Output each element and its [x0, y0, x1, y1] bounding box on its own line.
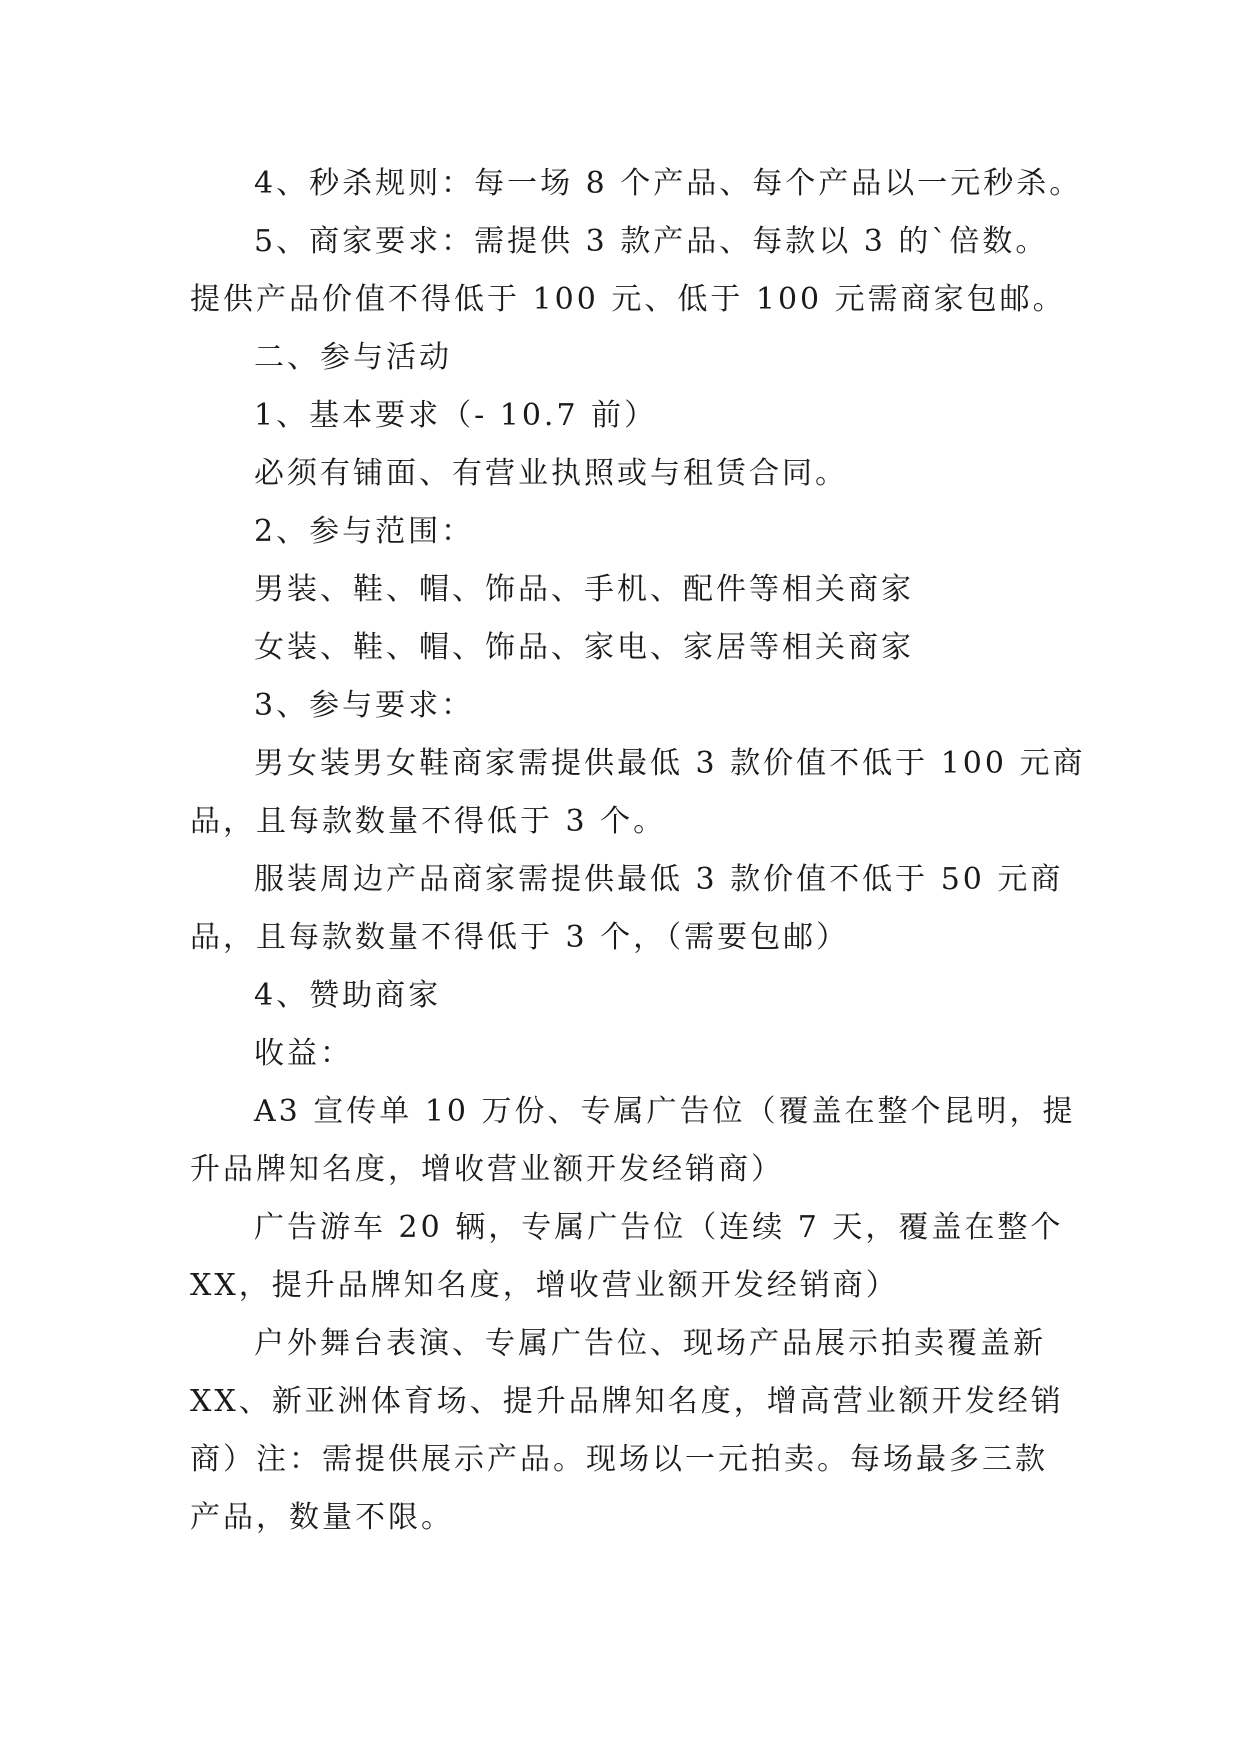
text-line: 二、参与活动 — [254, 340, 452, 375]
text-line: 升品牌知名度，增收营业额开发经销商） — [190, 1152, 784, 1187]
text-line: 3、参与要求： — [254, 688, 475, 723]
text-line: 商）注：需提供展示产品。现场以一元拍卖。每场最多三款 — [190, 1442, 1048, 1477]
text-line: 女装、鞋、帽、饰品、家电、家居等相关商家 — [254, 630, 914, 665]
text-line: 产品，数量不限。 — [190, 1500, 454, 1535]
text-line: XX，提升品牌知名度，增收营业额开发经销商） — [190, 1268, 899, 1303]
text-line: 收益： — [254, 1036, 353, 1071]
text-line: 男装、鞋、帽、饰品、手机、配件等相关商家 — [254, 572, 914, 607]
text-line: 服装周边产品商家需提供最低 3 款价值不低于 50 元商 — [254, 862, 1064, 897]
text-line: 品，且每款数量不得低于 3 个，（需要包邮） — [190, 920, 850, 955]
text-line: 4、秒杀规则：每一场 8 个产品、每个产品以一元秒杀。 — [254, 166, 1083, 201]
text-line: 广告游车 20 辆，专属广告位（连续 7 天，覆盖在整个 — [254, 1210, 1064, 1245]
text-line: 4、赞助商家 — [254, 978, 442, 1013]
text-line: 户外舞台表演、专属广告位、现场产品展示拍卖覆盖新 — [254, 1326, 1046, 1361]
text-line: 提供产品价值不得低于 100 元、低于 100 元需商家包邮。 — [190, 282, 1066, 317]
text-line: XX、新亚洲体育场、提升品牌知名度，增高营业额开发经销 — [190, 1384, 1064, 1419]
document-body — [190, 155, 1086, 1547]
text-line: 5、商家要求：需提供 3 款产品、每款以 3 的`倍数。 — [254, 224, 1049, 259]
text-line: 品，且每款数量不得低于 3 个。 — [190, 804, 667, 839]
text-line: 必须有铺面、有营业执照或与租赁合同。 — [254, 456, 848, 491]
text-line: 男女装男女鞋商家需提供最低 3 款价值不低于 100 元商 — [254, 746, 1086, 781]
text-line: 2、参与范围： — [254, 514, 475, 549]
text-line: 1、基本要求（- 10.7 前） — [254, 398, 658, 433]
text-line: A3 宣传单 10 万份、专属广告位（覆盖在整个昆明，提 — [254, 1094, 1076, 1129]
